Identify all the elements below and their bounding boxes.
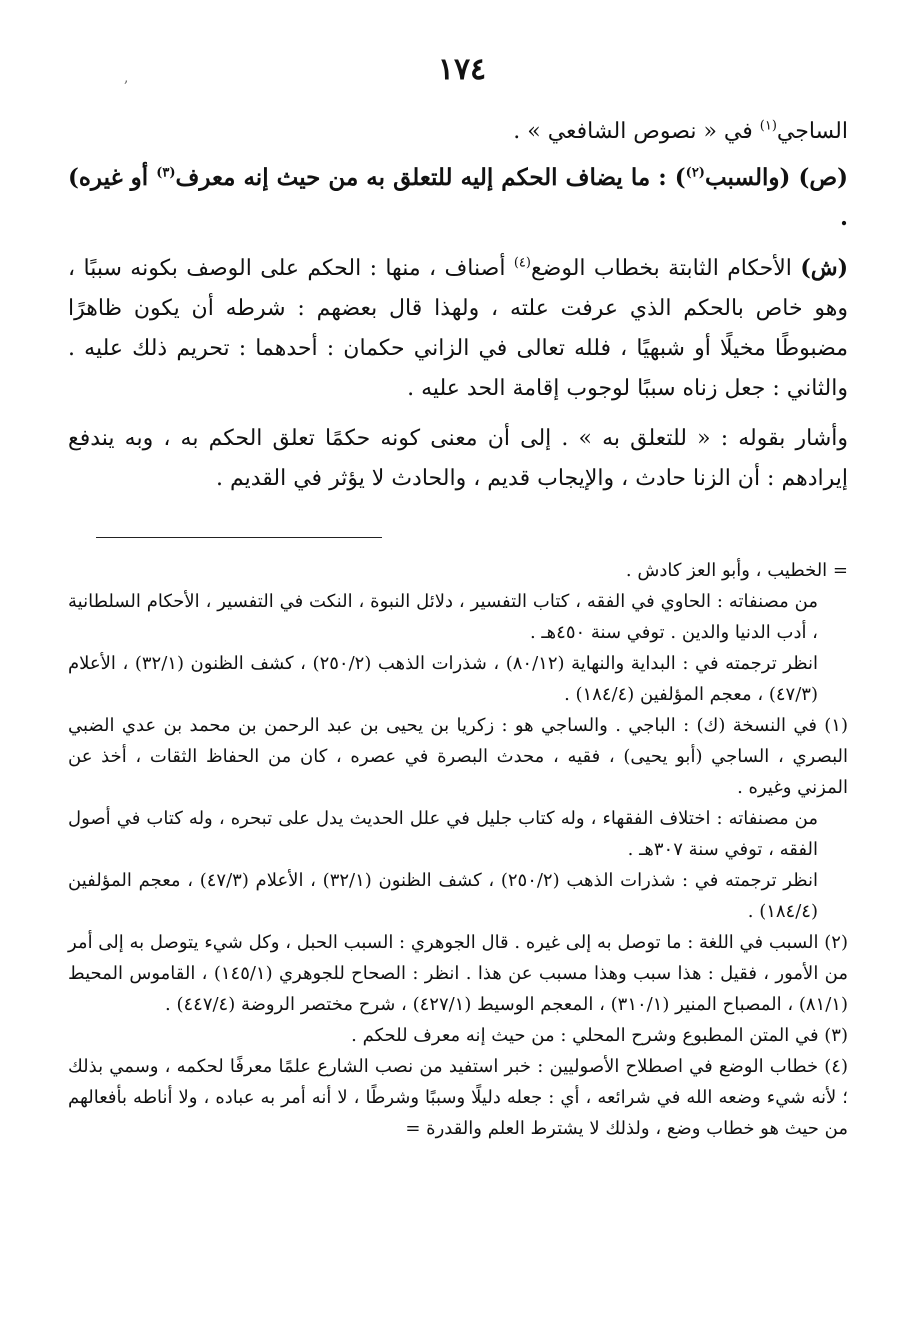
footnote-ref-3[interactable]: (٣) bbox=[156, 165, 176, 181]
footnote-continuation-works: من مصنفاته : الحاوي في الفقه ، كتاب التفسير ، دلائل النبوة ، النكت في التفسير ، الأحكام السلطانية ، أدب الدنيا والدين . توفي سنة ٤٥٠هـ . bbox=[68, 591, 818, 643]
footnote-4: (٤) خطاب الوضع في اصطلاح الأصوليين : خبر استفيد من نصب الشارع علمًا معرفًا لحكمه ، وسمي بذلك ؛ لأنه شيء وضعه الله في شرائعه ، أي : جعله دليلًا وسببًا وشرطًا ، لا أنه أمر به عباده ، ولا أناطه بأفعالهم من حيث هو خطاب وضع ، ولذلك لا يشترط العلم والقدرة = bbox=[68, 1056, 848, 1139]
paragraph-1: الساجي$^{(١)}$ في « نصوص الشافعي » . bbox=[513, 118, 848, 144]
footnote-2: (٢) السبب في اللغة : ما توصل به إلى غيره . قال الجوهري : السبب الحبل ، وكل شيء يتوصل به إلى أمر من الأمور ، فقيل : هذا سبب وهذا مسبب عن هذا . انظر : الصحاح للجوهري (١٤٥/١) ، القاموس المحيط (٨١/١) ، المصباح المنير (٣١٠/١) ، المعجم الوسيط (٤٢٧/١) ، شرح مختصر الروضة (٤٤٧/٤) . bbox=[68, 932, 848, 1015]
footnote-1-refs: انظر ترجمته في : شذرات الذهب (٢٥٠/٢) ، كشف الظنون (٣٢/١) ، الأعلام (٤٧/٣) ، معجم المؤلفين (١٨٤/٤) . bbox=[68, 870, 819, 922]
footnote-ref-4[interactable]: (٤) bbox=[513, 255, 531, 271]
main-text bbox=[68, 112, 848, 499]
footnote-continuation: = الخطيب ، وأبو العز كادش . bbox=[625, 560, 848, 581]
matn-marker: (ص) bbox=[798, 164, 849, 191]
footnote-3: (٣) في المتن المطبوع وشرح المحلي : من حيث إنه معرف للحكم . bbox=[351, 1025, 848, 1046]
paragraph-sharh: (ش) الأحكام الثابتة بخطاب الوضع$^{(٤)}$ أصناف ، منها : الحكم على الوصف بكونه سببًا ، وهو خاص بالحكم الذي عرفت علته ، ولهذا قال بعضهم : شرطه أن يكون ظاهرًا مضبوطًا مخيلًا أو شبهيًا ، فلله تعالى في الزاني حكمان : أحدهما : تحريم ذلك عليه . والثاني : جعل زناه سببًا لوجوب إقامة الحد عليه . bbox=[68, 255, 848, 401]
sharh-marker: (ش) bbox=[800, 255, 848, 281]
footnote-1: (١) في النسخة (ك) : الباجي . والساجي هو : زكريا بن يحيى بن عبد الرحمن بن محمد بن عدي الضبي البصري ، الساجي (أبو يحيى) ، فقيه ، محدث البصرة في عصره ، كان من الحفاظ الثقات ، أخذ عن المزني وغيره . bbox=[68, 715, 848, 798]
paragraph-4: وأشار بقوله : « للتعلق به » . إلى أن معنى كونه حكمًا تعلق الحكم به ، وبه يندفع إيرادهم : أن الزنا حادث ، والإيجاب قديم ، والحادث لا يؤثر في القديم . bbox=[68, 426, 848, 491]
footnote-continuation-refs: انظر ترجمته في : البداية والنهاية (٨٠/١٢) ، شذرات الذهب (٢٥٠/٢) ، كشف الظنون (٣٢/١) ، الأعلام (٤٧/٣) ، معجم المؤلفين (١٨٤/٤) . bbox=[68, 653, 819, 705]
footnote-separator bbox=[96, 537, 382, 538]
footnotes bbox=[68, 555, 848, 1144]
footnote-ref-2[interactable]: (٢) bbox=[685, 165, 705, 181]
paragraph-matn: (ص) (والسبب$^{(٢)}$) : ما يضاف الحكم إليه للتعلق به من حيث إنه معرف$^{(٣)}$ أو غيره) . bbox=[68, 164, 849, 231]
footnote-1-works: من مصنفاته : اختلاف الفقهاء ، وله كتاب جليل في علل الحديث يدل على تبحره ، وله كتاب في أصول الفقه ، توفي سنة ٣٠٧هـ . bbox=[68, 808, 819, 860]
scan-mark: , bbox=[124, 70, 129, 86]
page-number: ١٧٤ bbox=[437, 52, 487, 87]
footnote-ref-1[interactable]: (١) bbox=[759, 118, 777, 134]
